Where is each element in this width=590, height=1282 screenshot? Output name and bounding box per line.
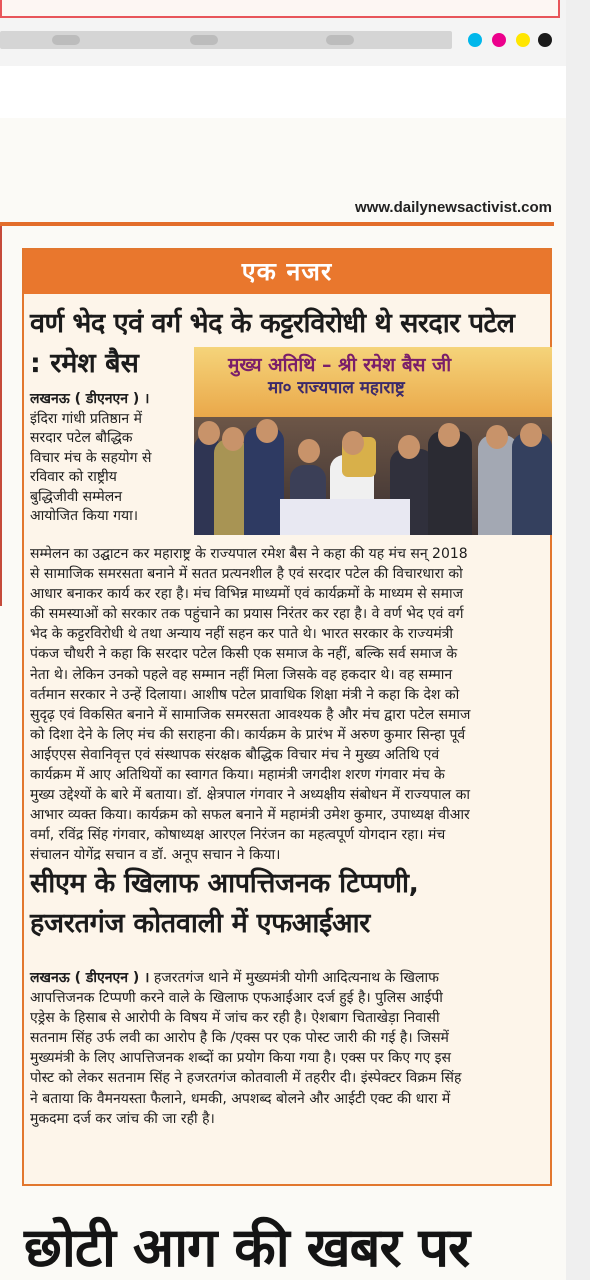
body-line: कार्यक्रम में आए अतिथियों का स्वागत किया। महामंत्री जगदीश शरण गंगवार मंच के — [30, 767, 445, 784]
photo-stage — [194, 417, 552, 535]
registration-mark — [190, 35, 218, 45]
lead-line: रविवार को राष्ट्रीय — [30, 469, 117, 486]
website-url: www.dailynewsactivist.com — [354, 199, 552, 216]
body-line: वर्मा, रविंद्र सिंह गंगवार, कोषाध्यक्ष आरएल निरंजन का महत्वपूर्ण योगदान रहा। मंच — [30, 827, 446, 844]
photo-head — [298, 439, 320, 463]
story1-body — [30, 544, 550, 866]
section-header — [24, 250, 550, 294]
body-line: आपत्तिजनक टिप्पणी करने वाले के खिलाफ एफआईआर दर्ज हुई है। पुलिस आईपी — [30, 990, 443, 1007]
previous-page-edge — [0, 0, 560, 18]
photo-banner-line2: मा० राज्यपाल महाराष्ट्र — [268, 378, 405, 398]
lead-line: इंदिरा गांधी प्रतिष्ठान में — [30, 411, 142, 427]
black-dot-icon — [538, 33, 552, 47]
photo-head — [438, 423, 460, 447]
dateline: लखनऊ ( डीएनएन ) । — [30, 970, 150, 986]
story2-body — [30, 968, 550, 1129]
section-title: एक नजर — [241, 257, 333, 286]
body-line — [30, 968, 550, 988]
body-line: सुदृढ़ एवं विकसित बनाने में सामाजिक समरसता आवश्यक है और मंच द्वारा पटेल समाज — [30, 706, 471, 723]
body-line: आभार व्यक्त किया। कार्यक्रम को सफल बनाने में महामंत्री उमेश कुमार, उपाध्यक्ष वीआर — [30, 807, 470, 824]
story2-headline-line2: हजरतगंज कोतवाली में एफआईआर — [30, 908, 371, 939]
masthead-rule — [0, 222, 554, 226]
photo-head — [256, 419, 278, 443]
body-line: भेद के कट्टरविरोधी थे तथा अन्याय नहीं सहन कर पाते थे। भारत सरकार के राज्यमंत्री — [30, 626, 454, 643]
photo-head — [222, 427, 244, 451]
body-line: वर्तमान सरकार ने उन्हें दिलाया। आशीष पटेल प्रावाधिक शिक्षा मंत्री ने कहा कि देश को — [30, 686, 460, 703]
lead-line: बुद्धिजीवी सम्मेलन — [30, 488, 122, 505]
cyan-dot-icon — [468, 33, 482, 47]
body-line: नेता थे। लेकिन उनको पहले वह सम्मान नहीं मिला जिसके वह हकदार थे। वह सम्मान — [30, 666, 453, 683]
photo-head — [486, 425, 508, 449]
registration-mark — [52, 35, 80, 45]
photo-head — [198, 421, 220, 445]
body-line: आईएएस सेवानिवृत्त एवं संस्थापक संरक्षक बौद्धिक विचार मंच ने मुख्य अतिथि एवं — [30, 746, 440, 763]
photo-person — [214, 439, 248, 535]
body-line: ने बताया कि वैमनयस्ता फैलाने, धमकी, अपशब्द बोलने और आईटी एक्ट की धारा में — [30, 1090, 451, 1107]
photo-head — [398, 435, 420, 459]
photo-banner-line1: मुख्य अतिथि – श्री रमेश बैस जी — [228, 354, 452, 376]
lead-line: आयोजित किया गया। — [30, 508, 139, 525]
body-line: सतनाम सिंह उर्फ लवी का आरोप है कि /एक्स पर एक पोस्ट जारी की गई है। जिसमें — [30, 1030, 449, 1047]
photo-person — [244, 427, 284, 535]
body-line: मुख्य उद्देश्यों के बारे में बताया। डॉ. क्षेत्रपाल गंगवार ने अध्यक्षीय संबोधन में राज्यपाल का — [30, 787, 470, 804]
photo-table — [280, 499, 410, 535]
story1-headline-line1: वर्ण भेद एवं वर्ग भेद के कट्टरविरोधी थे सरदार पटेल — [30, 308, 515, 339]
story2-headline-line1: सीएम के खिलाफ आपत्तिजनक टिप्पणी, — [30, 868, 419, 899]
body-line: सम्मेलन का उद्घाटन कर महाराष्ट्र के राज्यपाल रमेश बैस ने कहा की यह मंच सन् 2018 — [30, 546, 468, 562]
body-line: पंकज चौधरी ने कहा कि सरदार पटेल किसी एक समाज के नहीं, बल्कि सर्व समाज के — [30, 646, 458, 663]
photo-head — [520, 423, 542, 447]
body-line: मुकदमा दर्ज कर जांच की जा रही है। — [30, 1110, 215, 1127]
registration-mark — [326, 35, 354, 45]
photo-head — [342, 431, 364, 455]
story1-headline-line2: : रमेश बैस — [30, 348, 139, 379]
ek-nazar-box — [22, 248, 552, 1186]
photo-banner — [194, 347, 552, 417]
event-photo — [194, 347, 552, 535]
body-line: की समस्याओं को सरकार तक पहुंचाने का प्रयास निरंतर कर रहा है। वे वर्ण भेद एवं वर्ग — [30, 606, 464, 623]
body-line-text: हजरतगंज थाने में मुख्यमंत्री योगी आदित्यनाथ के खिलाफ — [149, 970, 439, 986]
story1-lead — [30, 410, 190, 526]
dateline: लखनऊ ( डीएनएन ) । — [30, 391, 150, 407]
photo-person — [512, 433, 552, 535]
body-line: से सामाजिक समरसता बनाने में सतत प्रत्यनशील है एवं सरदार पटेल की विचारधारा को — [30, 566, 463, 583]
body-line: पोस्ट को लेकर सतनाम सिंह ने हजरतगंज कोतवाली में तहरीर दी। इंस्पेक्टर विक्रम सिंह — [30, 1070, 462, 1087]
story1-dateline — [30, 390, 190, 409]
column-edge-line — [0, 226, 2, 606]
magenta-dot-icon — [492, 33, 506, 47]
next-story-headline: छोटी आग की खबर पर — [24, 1216, 470, 1279]
body-line: एड्रेस के हिसाब से आरोपी के विषय में जांच कर रही है। ऐशबाग चिताखेड़ा निवासी — [30, 1010, 440, 1027]
page-gap — [0, 66, 590, 118]
yellow-dot-icon — [516, 33, 530, 47]
body-line: मुख्यमंत्री के लिए आपत्तिजनक शब्दों का प्रयोग किया गया है। एक्स पर किए गए इस — [30, 1050, 452, 1067]
body-line: को दिशा देने के लिए मंच की सराहना की। कार्यक्रम के प्रारंभ में अरुण कुमार सिन्हा पूर्व — [30, 726, 466, 743]
body-line: आधार बनाकर कार्य कर रहा है। मंच विभिन्न माध्यमों एवं कार्यक्रमों के माध्यम से समाज — [30, 586, 464, 603]
body-line: संचालन योगेंद्र सचान व डॉ. अनूप सचान ने किया। — [30, 847, 281, 864]
lead-line: विचार मंच के सहयोग से — [30, 449, 152, 466]
lead-line: सरदार पटेल बौद्धिक — [30, 430, 133, 447]
top-print-strip — [0, 0, 590, 66]
scroll-gutter — [566, 0, 590, 1280]
